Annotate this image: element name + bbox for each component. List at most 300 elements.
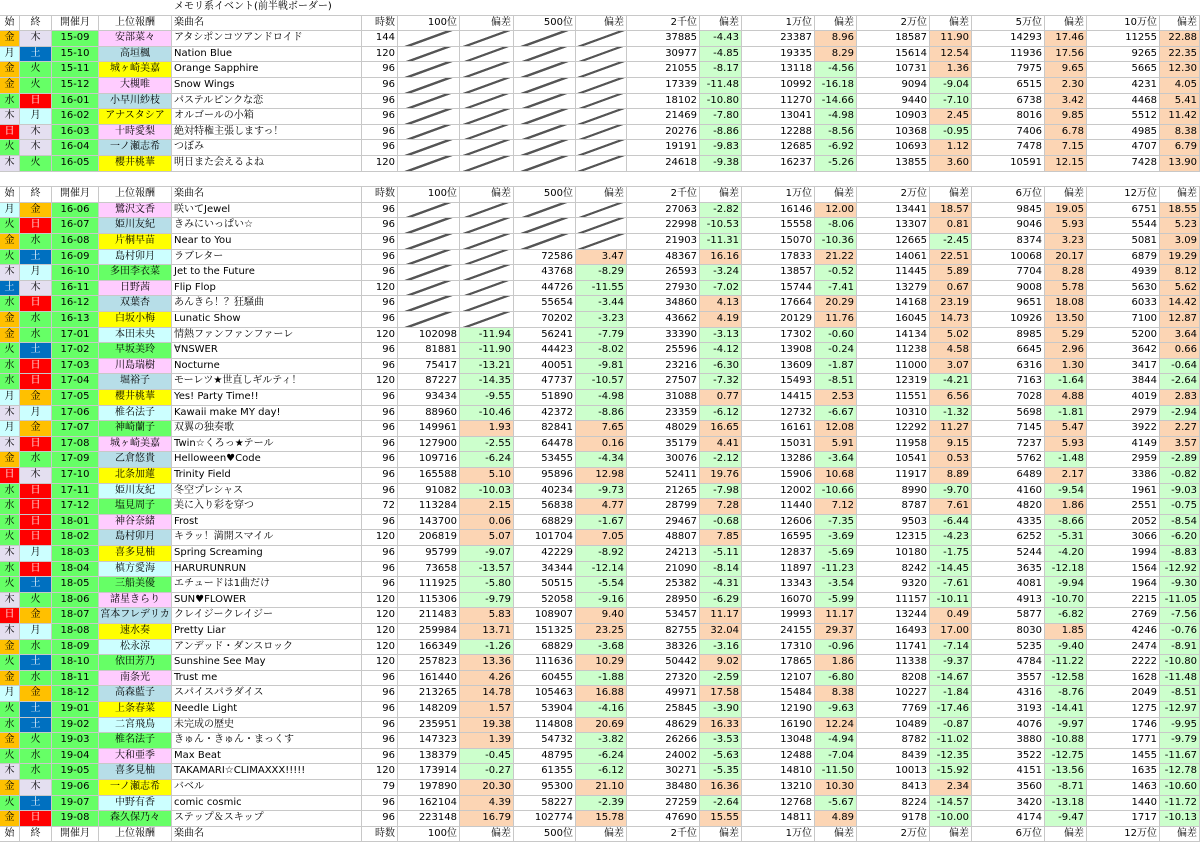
value-cell: 12.98	[576, 468, 627, 483]
hours-cell: 96	[362, 749, 398, 764]
value-cell: 3066	[1087, 530, 1160, 545]
value-cell: 12606	[742, 515, 815, 530]
value-cell	[514, 109, 576, 124]
start-weekday-cell: 金	[0, 733, 20, 748]
value-cell: 23.19	[930, 296, 972, 311]
reward-idol-cell: 堀裕子	[99, 374, 172, 389]
end-weekday-cell: 日	[20, 515, 52, 530]
value-cell	[576, 140, 627, 155]
value-cell: 3635	[972, 562, 1045, 577]
value-cell	[398, 31, 460, 46]
value-cell: 4468	[1087, 94, 1160, 109]
reward-idol-cell: 白坂小梅	[99, 312, 172, 327]
value-cell: 17833	[742, 250, 815, 265]
value-cell: 20.29	[815, 296, 857, 311]
song-name-cell: Jet to the Future	[172, 265, 362, 280]
value-cell: -5.69	[815, 546, 857, 561]
value-cell: 12.30	[1160, 62, 1200, 77]
song-name-cell: アンデッド・ダンスロック	[172, 640, 362, 655]
song-name-cell: クレイジークレイジー	[172, 608, 362, 623]
value-cell: 3922	[1087, 421, 1160, 436]
song-name-cell: comic cosmic	[172, 796, 362, 811]
header-cell: 開催月	[52, 187, 99, 202]
value-cell: -10.60	[1160, 780, 1200, 795]
song-name-cell: Frost	[172, 515, 362, 530]
header-cell: 楽曲名	[172, 187, 362, 202]
event-row	[0, 78, 1200, 94]
value-cell: -6.29	[700, 593, 742, 608]
value-cell: 17310	[742, 640, 815, 655]
end-weekday-cell: 日	[20, 94, 52, 109]
value-cell	[576, 234, 627, 249]
value-cell: 75417	[398, 359, 460, 374]
value-cell: 7028	[972, 390, 1045, 405]
value-cell: 7769	[857, 702, 930, 717]
value-cell: 11.90	[930, 31, 972, 46]
value-cell	[460, 234, 514, 249]
value-cell: -17.46	[930, 702, 972, 717]
value-cell: 19.29	[1160, 250, 1200, 265]
hours-cell: 96	[362, 686, 398, 701]
end-weekday-cell: 日	[20, 374, 52, 389]
value-cell	[514, 62, 576, 77]
end-weekday-cell: 土	[20, 655, 52, 670]
value-cell: 27930	[627, 281, 700, 296]
value-cell: 13210	[742, 780, 815, 795]
event-row	[0, 359, 1200, 375]
value-cell: -10.13	[1160, 811, 1200, 826]
value-cell: 4.13	[700, 296, 742, 311]
header-cell: 終	[20, 187, 52, 202]
value-cell: 2222	[1087, 655, 1160, 670]
value-cell: 19335	[742, 47, 815, 62]
header-cell: 100位	[398, 827, 460, 842]
value-cell: 1771	[1087, 733, 1160, 748]
value-cell: -9.95	[1160, 718, 1200, 733]
hours-cell: 120	[362, 593, 398, 608]
song-name-cell: 冬空プレシャス	[172, 484, 362, 499]
value-cell: -8.14	[700, 562, 742, 577]
reward-idol-cell: 高垣楓	[99, 47, 172, 62]
value-cell: 12107	[742, 671, 815, 686]
song-name-cell: Yes! Party Time!!	[172, 390, 362, 405]
value-cell: 49971	[627, 686, 700, 701]
event-row	[0, 468, 1200, 484]
reward-idol-cell: アナスタシア	[99, 109, 172, 124]
month-cell: 19-07	[52, 796, 99, 811]
value-cell: 8374	[972, 234, 1045, 249]
value-cell: 8413	[857, 780, 930, 795]
value-cell: 15744	[742, 281, 815, 296]
value-cell: 7.65	[576, 421, 627, 436]
start-weekday-cell: 日	[0, 468, 20, 483]
value-cell: -10.53	[700, 218, 742, 233]
value-cell: 28799	[627, 499, 700, 514]
reward-idol-cell: 南条光	[99, 671, 172, 686]
hours-cell: 96	[362, 577, 398, 592]
reward-idol-cell: 乙倉悠貴	[99, 452, 172, 467]
value-cell: 12319	[857, 374, 930, 389]
event-row	[0, 31, 1200, 47]
hours-cell: 96	[362, 218, 398, 233]
month-cell: 17-08	[52, 437, 99, 452]
value-cell: 4081	[972, 577, 1045, 592]
end-weekday-cell: 木	[20, 125, 52, 140]
value-cell: -14.45	[930, 562, 972, 577]
value-cell	[398, 265, 460, 280]
reward-idol-cell: 三船美優	[99, 577, 172, 592]
month-cell: 17-11	[52, 484, 99, 499]
value-cell	[514, 94, 576, 109]
value-cell	[514, 140, 576, 155]
event-row	[0, 733, 1200, 749]
hours-cell: 96	[362, 343, 398, 358]
value-cell: 12665	[857, 234, 930, 249]
hours-cell: 96	[362, 437, 398, 452]
value-cell	[460, 62, 514, 77]
start-weekday-cell: 金	[0, 62, 20, 77]
value-cell: 197890	[398, 780, 460, 795]
month-cell: 17-06	[52, 406, 99, 421]
header-cell: 偏差	[460, 827, 514, 842]
value-cell: 29467	[627, 515, 700, 530]
value-cell	[576, 109, 627, 124]
month-cell: 18-08	[52, 624, 99, 639]
event-row	[0, 390, 1200, 406]
end-weekday-cell: 日	[20, 562, 52, 577]
song-name-cell: 明日また会えるよね	[172, 156, 362, 171]
value-cell: 11936	[972, 47, 1045, 62]
value-cell: 19.05	[1045, 203, 1087, 218]
header-cell: 偏差	[815, 827, 857, 842]
value-cell: 20129	[742, 312, 815, 327]
value-cell: 16.65	[700, 421, 742, 436]
value-cell: 151325	[514, 624, 576, 639]
hours-cell: 120	[362, 374, 398, 389]
value-cell: -1.81	[1045, 406, 1087, 421]
value-cell: -10.00	[930, 811, 972, 826]
value-cell: 9046	[972, 218, 1045, 233]
value-cell	[460, 156, 514, 171]
month-cell: 18-05	[52, 577, 99, 592]
event-row	[0, 562, 1200, 578]
value-cell: 3880	[972, 733, 1045, 748]
event-row	[0, 203, 1200, 219]
month-cell: 18-12	[52, 686, 99, 701]
value-cell: 11157	[857, 593, 930, 608]
value-cell: -1.26	[460, 640, 514, 655]
value-cell: -8.71	[1045, 780, 1087, 795]
value-cell: 5.10	[460, 468, 514, 483]
value-cell: -7.02	[700, 281, 742, 296]
value-cell: 0.49	[930, 608, 972, 623]
header-cell: 12万位	[1087, 187, 1160, 202]
value-cell: 1628	[1087, 671, 1160, 686]
value-cell: 12488	[742, 749, 815, 764]
song-name-cell: Flip Flop	[172, 281, 362, 296]
event-row	[0, 47, 1200, 63]
header-cell: 偏差	[1045, 827, 1087, 842]
start-weekday-cell: 火	[0, 218, 20, 233]
value-cell: -10.80	[700, 94, 742, 109]
header-cell: 偏差	[700, 16, 742, 31]
start-weekday-cell: 木	[0, 437, 20, 452]
start-weekday-cell: 月	[0, 421, 20, 436]
hours-cell: 120	[362, 624, 398, 639]
song-name-cell: 未完成の歴史	[172, 718, 362, 733]
reward-idol-cell: 多田李衣菜	[99, 265, 172, 280]
value-cell: 4939	[1087, 265, 1160, 280]
month-cell: 18-11	[52, 671, 99, 686]
value-cell: -4.85	[700, 47, 742, 62]
month-cell: 18-04	[52, 562, 99, 577]
value-cell: -7.61	[930, 577, 972, 592]
value-cell: 5081	[1087, 234, 1160, 249]
month-cell: 19-06	[52, 780, 99, 795]
value-cell: -7.14	[930, 640, 972, 655]
start-weekday-cell: 月	[0, 686, 20, 701]
month-cell: 16-01	[52, 94, 99, 109]
end-weekday-cell: 金	[20, 390, 52, 405]
month-cell: 15-09	[52, 31, 99, 46]
value-cell: 11338	[857, 655, 930, 670]
header-cell: 100位	[398, 187, 460, 202]
reward-idol-cell: 島村卯月	[99, 250, 172, 265]
value-cell: -2.82	[700, 203, 742, 218]
value-cell: -2.64	[700, 796, 742, 811]
song-name-cell: Twin☆くろっ★テール	[172, 437, 362, 452]
song-name-cell: つぼみ	[172, 140, 362, 155]
value-cell: 13279	[857, 281, 930, 296]
end-weekday-cell: 火	[20, 733, 52, 748]
end-weekday-cell: 日	[20, 484, 52, 499]
value-cell: 48795	[514, 749, 576, 764]
end-weekday-cell: 月	[20, 624, 52, 639]
value-cell: 21.22	[815, 250, 857, 265]
value-cell: 87227	[398, 374, 460, 389]
value-cell: 4.05	[1160, 78, 1200, 93]
event-row	[0, 530, 1200, 546]
value-cell: 48807	[627, 530, 700, 545]
value-cell: 3.57	[1160, 437, 1200, 452]
value-cell: -9.40	[1045, 640, 1087, 655]
value-cell: 64478	[514, 437, 576, 452]
reward-idol-cell: 城ヶ崎美嘉	[99, 437, 172, 452]
value-cell: -1.88	[576, 671, 627, 686]
value-cell: 5762	[972, 452, 1045, 467]
value-cell: -3.13	[700, 328, 742, 343]
event-row	[0, 437, 1200, 453]
value-cell: 2769	[1087, 608, 1160, 623]
value-cell: -11.31	[700, 234, 742, 249]
value-cell	[576, 218, 627, 233]
value-cell: 5.83	[460, 608, 514, 623]
header-cell: 1万位	[742, 187, 815, 202]
value-cell: 13908	[742, 343, 815, 358]
value-cell: 4985	[1087, 125, 1160, 140]
value-cell: 18587	[857, 31, 930, 46]
header-cell: 始	[0, 827, 20, 842]
value-cell: 33390	[627, 328, 700, 343]
header-cell: 偏差	[1045, 187, 1087, 202]
hours-cell: 96	[362, 702, 398, 717]
value-cell: 14.73	[930, 312, 972, 327]
value-cell: 6033	[1087, 296, 1160, 311]
value-cell: 30271	[627, 764, 700, 779]
value-cell	[398, 47, 460, 62]
value-cell: 14.42	[1160, 296, 1200, 311]
value-cell: 13441	[857, 203, 930, 218]
song-name-cell: Orange Sapphire	[172, 62, 362, 77]
value-cell: 13244	[857, 608, 930, 623]
value-cell: 23.25	[576, 624, 627, 639]
month-cell: 19-05	[52, 764, 99, 779]
value-cell: 12.54	[930, 47, 972, 62]
start-weekday-cell: 火	[0, 343, 20, 358]
value-cell: -11.50	[815, 764, 857, 779]
value-cell: -12.58	[1045, 671, 1087, 686]
end-weekday-cell: 土	[20, 343, 52, 358]
event-row	[0, 94, 1200, 110]
song-name-cell: モーレツ★世直しギルティ！	[172, 374, 362, 389]
value-cell: 6.56	[930, 390, 972, 405]
hours-cell: 96	[362, 62, 398, 77]
value-cell: -12.35	[930, 749, 972, 764]
value-cell: 19.38	[460, 718, 514, 733]
value-cell: 2551	[1087, 499, 1160, 514]
end-weekday-cell: 木	[20, 780, 52, 795]
reward-idol-cell: 神崎蘭子	[99, 421, 172, 436]
value-cell: 257823	[398, 655, 460, 670]
start-weekday-cell: 火	[0, 577, 20, 592]
reward-idol-cell: 中野有香	[99, 796, 172, 811]
month-cell: 17-12	[52, 499, 99, 514]
value-cell: 4149	[1087, 437, 1160, 452]
hours-cell: 96	[362, 250, 398, 265]
value-cell: 8.12	[1160, 265, 1200, 280]
value-cell: -5.99	[815, 593, 857, 608]
value-cell: -2.55	[460, 437, 514, 452]
value-cell: 259984	[398, 624, 460, 639]
value-cell	[576, 47, 627, 62]
start-weekday-cell: 木	[0, 546, 20, 561]
event-row	[0, 515, 1200, 531]
value-cell: 21055	[627, 62, 700, 77]
value-cell: -6.20	[1160, 530, 1200, 545]
header-cell: 偏差	[815, 187, 857, 202]
value-cell: 95300	[514, 780, 576, 795]
hours-cell: 96	[362, 515, 398, 530]
value-cell: -11.72	[1160, 796, 1200, 811]
value-cell: -9.81	[576, 359, 627, 374]
end-weekday-cell: 月	[20, 406, 52, 421]
value-cell	[576, 31, 627, 46]
value-cell: 22.51	[930, 250, 972, 265]
header-cell: 2千位	[627, 827, 700, 842]
value-cell: 72586	[514, 250, 576, 265]
value-cell: -2.39	[576, 796, 627, 811]
month-cell: 19-02	[52, 718, 99, 733]
value-cell: 20.17	[1045, 250, 1087, 265]
value-cell: -9.70	[930, 484, 972, 499]
value-cell: 14168	[857, 296, 930, 311]
value-cell: 1.57	[460, 702, 514, 717]
value-cell: 1717	[1087, 811, 1160, 826]
value-cell: 5630	[1087, 281, 1160, 296]
value-cell: 9.15	[930, 437, 972, 452]
value-cell: 16045	[857, 312, 930, 327]
value-cell: 13343	[742, 577, 815, 592]
start-weekday-cell: 月	[0, 47, 20, 62]
value-cell: 13.71	[460, 624, 514, 639]
value-cell: -4.56	[815, 62, 857, 77]
end-weekday-cell: 水	[20, 312, 52, 327]
value-cell: 1961	[1087, 484, 1160, 499]
value-cell: 55654	[514, 296, 576, 311]
start-weekday-cell: 木	[0, 109, 20, 124]
value-cell: -0.82	[1160, 468, 1200, 483]
header-cell: 10万位	[1087, 16, 1160, 31]
event-row	[0, 218, 1200, 234]
value-cell: 11917	[857, 468, 930, 483]
reward-idol-cell: 城ヶ崎美嘉	[99, 62, 172, 77]
song-name-cell: バベル	[172, 780, 362, 795]
start-weekday-cell: 木	[0, 265, 20, 280]
value-cell: 173914	[398, 764, 460, 779]
value-cell: 3386	[1087, 468, 1160, 483]
value-cell: 11000	[857, 359, 930, 374]
value-cell: 2.30	[1045, 78, 1087, 93]
value-cell: 4.39	[460, 796, 514, 811]
value-cell: 8782	[857, 733, 930, 748]
reward-idol-cell: 川島瑞樹	[99, 359, 172, 374]
value-cell: -3.23	[576, 312, 627, 327]
value-cell: 7406	[972, 125, 1045, 140]
value-cell: -8.83	[1160, 546, 1200, 561]
hours-cell: 96	[362, 406, 398, 421]
value-cell: 3.09	[1160, 234, 1200, 249]
song-name-cell: ラブレター	[172, 250, 362, 265]
value-cell: 7145	[972, 421, 1045, 436]
value-cell: -11.05	[1160, 593, 1200, 608]
song-name-cell: 絶対特権主張しますっ！	[172, 125, 362, 140]
end-weekday-cell: 木	[20, 140, 52, 155]
end-weekday-cell: 土	[20, 250, 52, 265]
value-cell	[398, 218, 460, 233]
value-cell: -10.70	[1045, 593, 1087, 608]
value-cell: 91082	[398, 484, 460, 499]
start-weekday-cell: 金	[0, 78, 20, 93]
value-cell: 20.30	[460, 780, 514, 795]
song-name-cell: TAKAMARI☆CLIMAXXX!!!!!	[172, 764, 362, 779]
value-cell: 1440	[1087, 796, 1160, 811]
value-cell: 101704	[514, 530, 576, 545]
value-cell	[398, 156, 460, 171]
reward-idol-cell: 島村卯月	[99, 530, 172, 545]
month-cell: 16-10	[52, 265, 99, 280]
value-cell: 1.93	[460, 421, 514, 436]
value-cell: 13.50	[1045, 312, 1087, 327]
value-cell: 16493	[857, 624, 930, 639]
event-row	[0, 328, 1200, 344]
value-cell: -14.41	[1045, 702, 1087, 717]
month-cell: 18-07	[52, 608, 99, 623]
start-weekday-cell: 金	[0, 452, 20, 467]
header-cell: 2万位	[857, 187, 930, 202]
reward-idol-cell: 大和亜季	[99, 749, 172, 764]
value-cell: -9.47	[1045, 811, 1087, 826]
value-cell: 22.35	[1160, 47, 1200, 62]
